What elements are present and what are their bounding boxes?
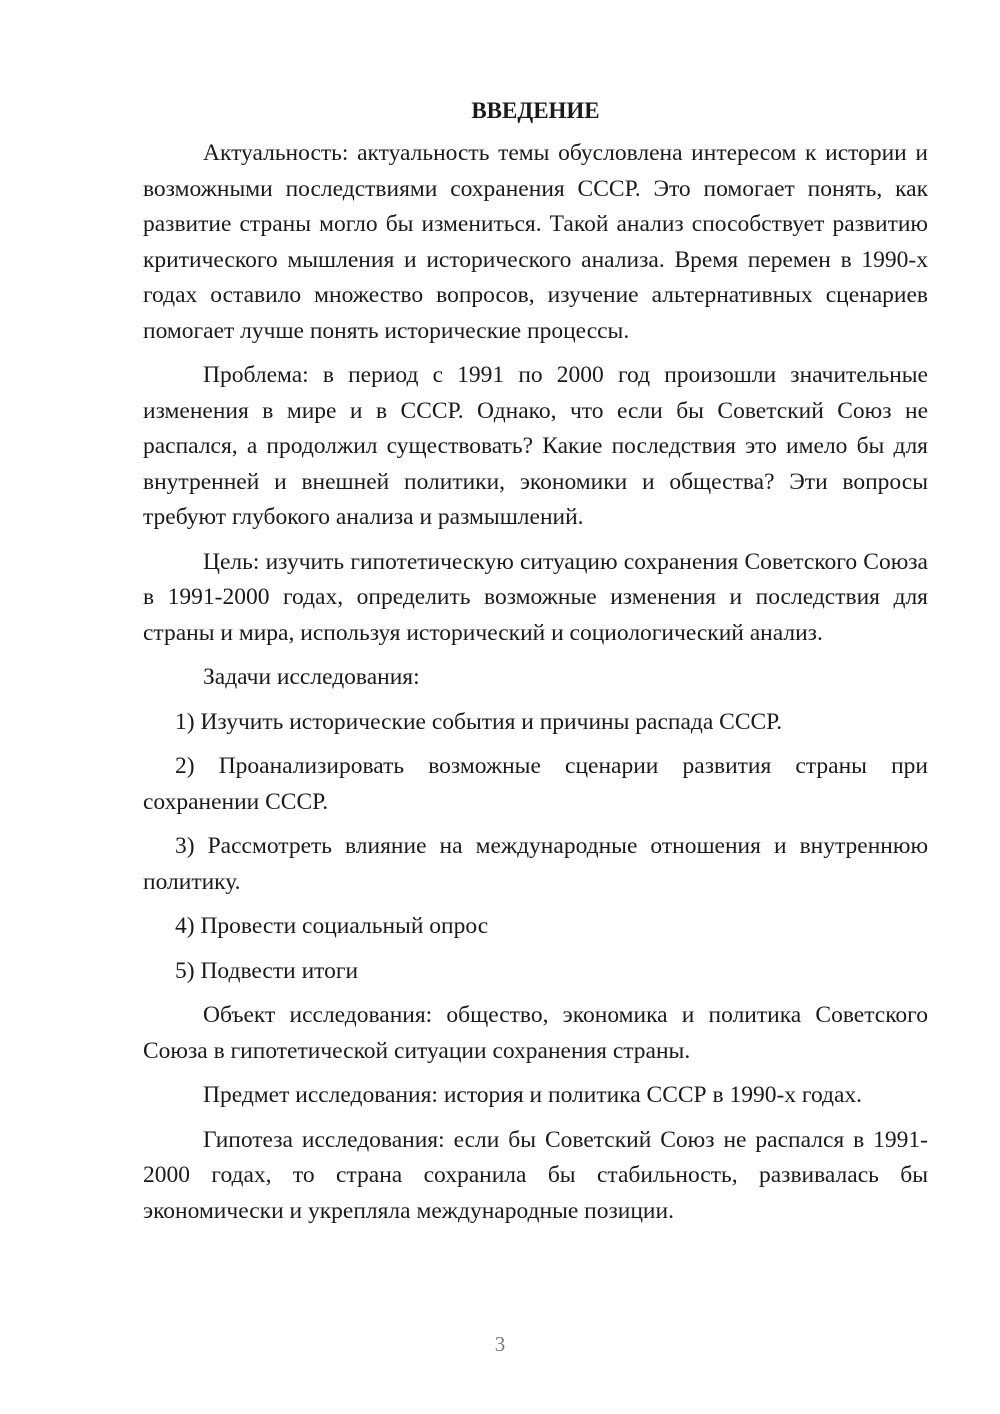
task-item-3: 3) Рассмотреть влияние на международные отношения и внутреннюю политику.: [143, 833, 928, 895]
task-item-5: 5) Подвести итоги: [175, 957, 359, 984]
subject-paragraph: Предмет исследования: история и политика СССР в 1990-х годах.: [203, 1082, 863, 1108]
relevance-paragraph: Актуальность: актуальность темы обусловлена интересом к истории и возможными последствиями сохранения СССР. Это помогает понять, как развитие страны могло бы измениться. Такой анализ способствует развитию критического мышления и исторического анализа. Время перемен в 1990-х годах оставило множество вопросов, изучение альтернативных сценариев помогает лучше понять исторические процессы.: [143, 140, 928, 344]
task-item-1: 1) Изучить исторические события и причины распада СССР.: [175, 708, 783, 735]
hypothesis-paragraph: Гипотеза исследования: если бы Советский Союз не распался в 1991-2000 годах, то страна сохранила бы стабильность, развивалась бы экономически и укрепляла международные позиции.: [143, 1126, 928, 1224]
task-item-4: 4) Провести социальный опрос: [175, 913, 489, 939]
document-page: [143, 94, 928, 1238]
task-item-2: 2) Проанализировать возможные сценарии развития страны при сохранении СССР.: [143, 753, 928, 815]
page-number: 3: [494, 1332, 506, 1356]
problem-paragraph: Проблема: в период с 1991 по 2000 год произошли значительные изменения в мире и в СССР. Однако, что если бы Советский Союз не распался, а продолжил существовать? Какие последствия это имело бы для внутренней и внешней политики, экономики и общества? Эти вопросы требуют глубокого анализа и размышлений.: [143, 362, 928, 530]
goal-paragraph: Цель: изучить гипотетическую ситуацию сохранения Советского Союза в 1991-2000 годах, определить возможные изменения и последствия для страны и мира, используя исторический и социологический анализ.: [143, 548, 928, 646]
object-paragraph: Объект исследования: общество, экономика и политика Советского Союза в гипотетической ситуации сохранения страны.: [143, 1002, 928, 1064]
tasks-heading: Задачи исследования:: [203, 664, 420, 690]
section-title: ВВЕДЕНИЕ: [471, 98, 600, 123]
